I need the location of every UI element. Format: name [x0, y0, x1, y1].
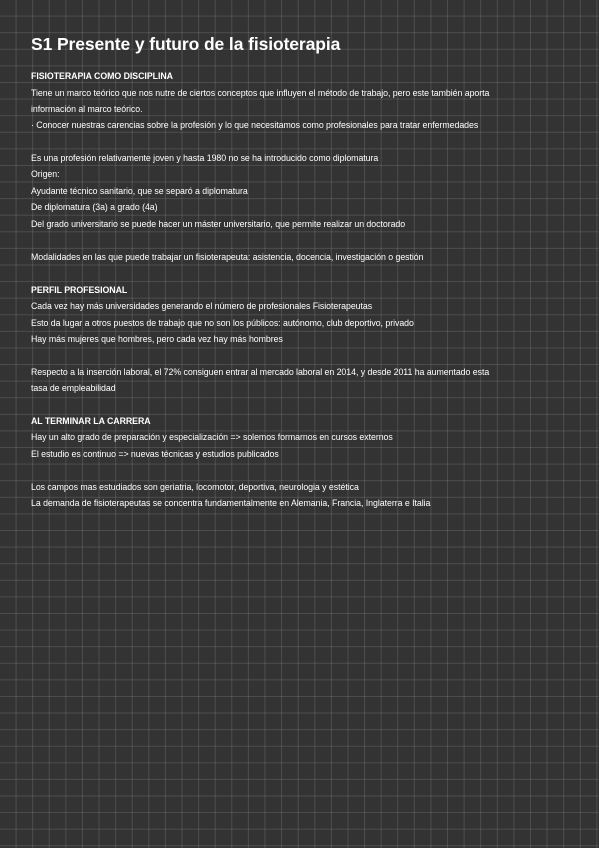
body-text-line: Del grado universitario se puede hacer un máster universitario, que permite realizar un doctorado [31, 219, 406, 229]
body-text-line: Cada vez hay más universidades generando el número de profesionales Fisioterapeutas [31, 301, 373, 311]
body-text-line: Es una profesión relativamente joven y hasta 1980 no se ha introducido como diplomatura [31, 153, 379, 163]
page-title: S1 Presente y futuro de la fisioterapia [31, 34, 341, 54]
section-heading: AL TERMINAR LA CARRERA [31, 416, 151, 426]
body-text-line: Ayudante técnico sanitario, que se separó a diplomatura [31, 186, 248, 196]
body-text-line: tasa de empleabilidad [31, 383, 116, 393]
section-heading: FISIOTERAPIA COMO DISCIPLINA [31, 71, 173, 81]
body-text-line: La demanda de fisioterapeutas se concentra fundamentalmente en Alemania, Francia, Inglaterra e Italia [31, 498, 431, 508]
body-text-line: Hay un alto grado de preparación y especialización => solemos formarnos en cursos externos [31, 432, 393, 442]
body-text-line: Modalidades en las que puede trabajar un fisioterapeuta: asistencia, docencia, investigación o gestión [31, 252, 424, 262]
body-text-line: Respecto a la inserción laboral, el 72% consiguen entrar al mercado laboral en 2014, y desde 2011 ha aumentado esta [31, 367, 490, 377]
body-text-line: Esto da lugar a otros puestos de trabajo que no son los públicos: autónomo, club deportivo, privado [31, 318, 414, 328]
section-heading: PERFIL PROFESIONAL [31, 285, 128, 295]
body-text-line: Los campos mas estudiados son geriatria, locomotor, deportiva, neurologia y estética [31, 482, 359, 492]
body-text-line: De diplomatura (3a) a grado (4a) [31, 202, 158, 212]
body-text-line: Tiene un marco teórico que nos nutre de ciertos conceptos que influyen el método de trabajo, pero este también aporta [31, 88, 490, 98]
body-text-line: Hay más mujeres que hombres, pero cada vez hay más hombres [31, 334, 283, 344]
body-text-line: información al marco teórico. [31, 104, 143, 114]
body-text-line: El estudio es continuo => nuevas técnicas y estudios publicados [31, 449, 279, 459]
body-text-line: · Conocer nuestras carencias sobre la profesión y lo que necesitamos como profesionales para tratar enfermedades [31, 120, 479, 130]
body-text-line: Origen: [31, 169, 60, 179]
